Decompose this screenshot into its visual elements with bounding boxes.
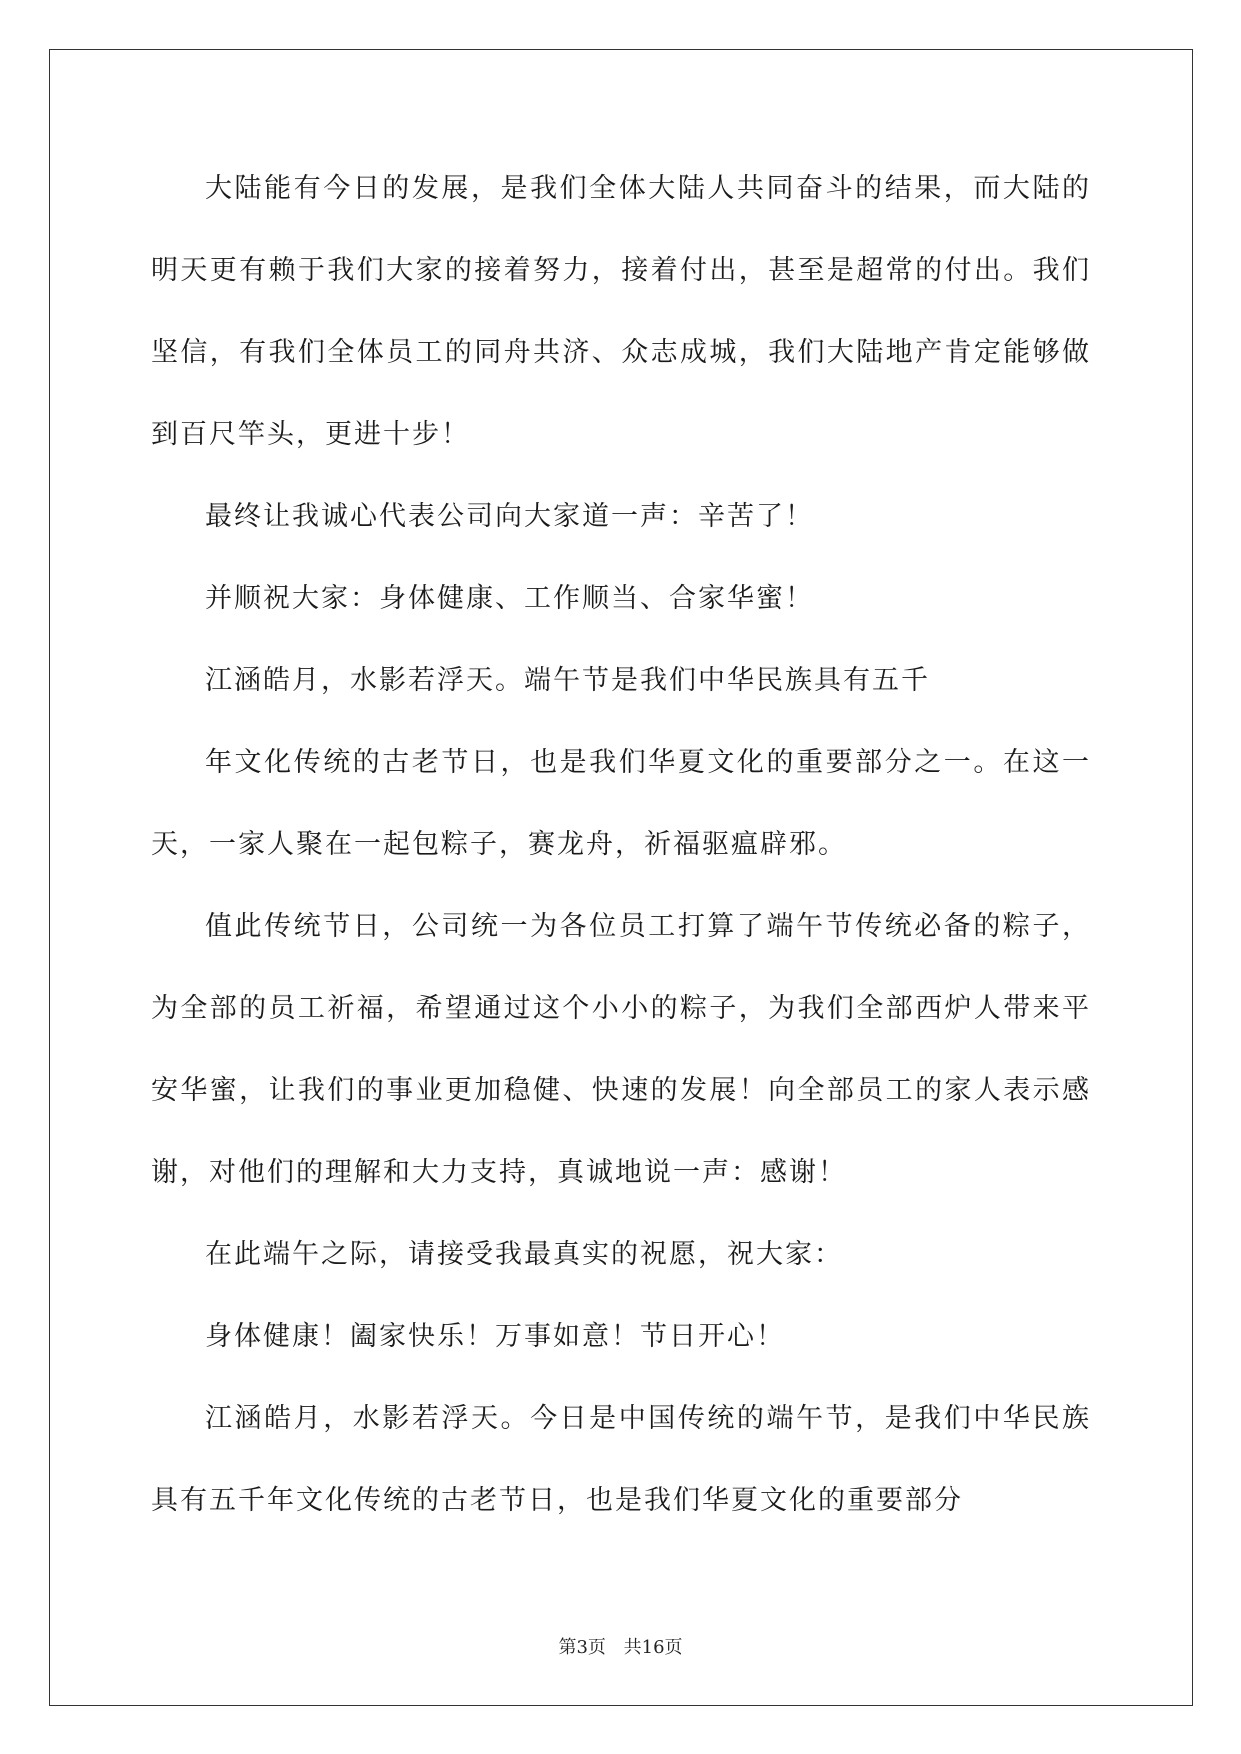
paragraph-4: 江涵皓月，水影若浮天。端午节是我们中华民族具有五千: [205, 665, 930, 696]
paragraph-5: 年文化传统的古老节日，也是我们华夏文化的重要部分之一。在这一天，一家人聚在一起包粽子，赛龙舟，祈福驱瘟辟邪。: [151, 747, 1091, 860]
page-number: 第3页: [558, 1637, 606, 1658]
document-body: [151, 148, 1091, 1542]
paragraph-9: 江涵皓月，水影若浮天。今日是中国传统的端午节，是我们中华民族具有五千年文化传统的古老节日，也是我们华夏文化的重要部分: [151, 1403, 1091, 1516]
paragraph-2: 最终让我诚心代表公司向大家道一声：辛苦了！: [205, 501, 814, 532]
paragraph-8: 身体健康！阖家快乐！万事如意！节日开心！: [205, 1321, 785, 1352]
paragraph-1: 大陆能有今日的发展，是我们全体大陆人共同奋斗的结果，而大陆的明天更有赖于我们大家的接着努力，接着付出，甚至是超常的付出。我们坚信，有我们全体员工的同舟共济、众志成城，我们大陆地产肯定能够做到百尺竿头，更进十步！: [151, 173, 1091, 450]
total-pages: 共16页: [623, 1637, 683, 1658]
paragraph-6: 值此传统节日，公司统一为各位员工打算了端午节传统必备的粽子，为全部的员工祈福，希望通过这个小小的粽子，为我们全部西炉人带来平安华蜜，让我们的事业更加稳健、快速的发展！向全部员工的家人表示感谢，对他们的理解和大力支持，真诚地说一声：感谢！: [151, 911, 1091, 1188]
paragraph-3: 并顺祝大家：身体健康、工作顺当、合家华蜜！: [205, 583, 814, 614]
page-footer: [0, 1633, 1241, 1659]
paragraph-7: 在此端午之际，请接受我最真实的祝愿，祝大家：: [205, 1239, 843, 1270]
